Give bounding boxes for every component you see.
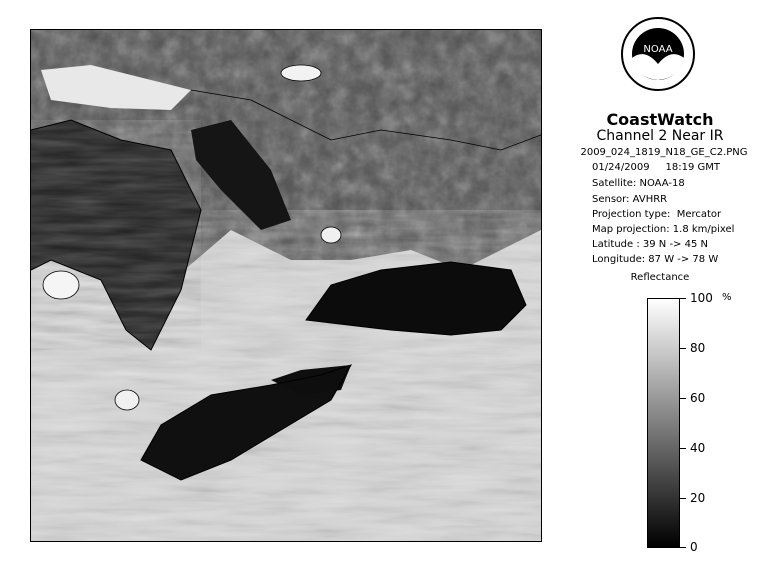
image-filename: 2009_024_1819_N18_GE_C2.PNG bbox=[580, 147, 748, 158]
colorbar-unit: % bbox=[722, 292, 732, 303]
colorbar-tick bbox=[680, 298, 686, 299]
colorbar-tick-label: 0 bbox=[690, 540, 698, 554]
colorbar-tick-label: 80 bbox=[690, 341, 706, 355]
satellite-map bbox=[30, 29, 542, 542]
satellite-text: Satellite: NOAA-18 bbox=[592, 178, 685, 189]
map-projection-text: Map projection: 1.8 km/pixel bbox=[592, 224, 735, 235]
datetime-text: 01/24/2009 18:19 GMT bbox=[592, 162, 721, 173]
colorbar-tick bbox=[680, 348, 686, 349]
channel-subtitle: Channel 2 Near IR bbox=[596, 128, 724, 144]
reflectance-colorbar bbox=[647, 298, 680, 548]
sensor-text: Sensor: AVHRR bbox=[592, 194, 668, 205]
latitude-text: Latitude : 39 N -> 45 N bbox=[592, 239, 708, 250]
colorbar-tick-label: 40 bbox=[690, 441, 706, 455]
product-title: CoastWatch bbox=[606, 110, 714, 129]
colorbar-tick bbox=[680, 547, 686, 548]
longitude-text: Longitude: 87 W -> 78 W bbox=[592, 254, 719, 265]
colorbar-tick-label: 60 bbox=[690, 391, 706, 405]
colorbar-tick-label: 20 bbox=[690, 491, 706, 505]
map-image bbox=[31, 30, 541, 541]
colorbar-tick bbox=[680, 498, 686, 499]
projection-type-text: Projection type: Mercator bbox=[592, 209, 722, 220]
colorbar-tick bbox=[680, 398, 686, 399]
colorbar-tick bbox=[680, 448, 686, 449]
noaa-logo-icon bbox=[620, 16, 696, 92]
colorbar-label: Reflectance bbox=[630, 272, 690, 283]
colorbar-tick-label: 100 bbox=[690, 291, 713, 305]
logo-text: NOAA bbox=[643, 44, 673, 55]
